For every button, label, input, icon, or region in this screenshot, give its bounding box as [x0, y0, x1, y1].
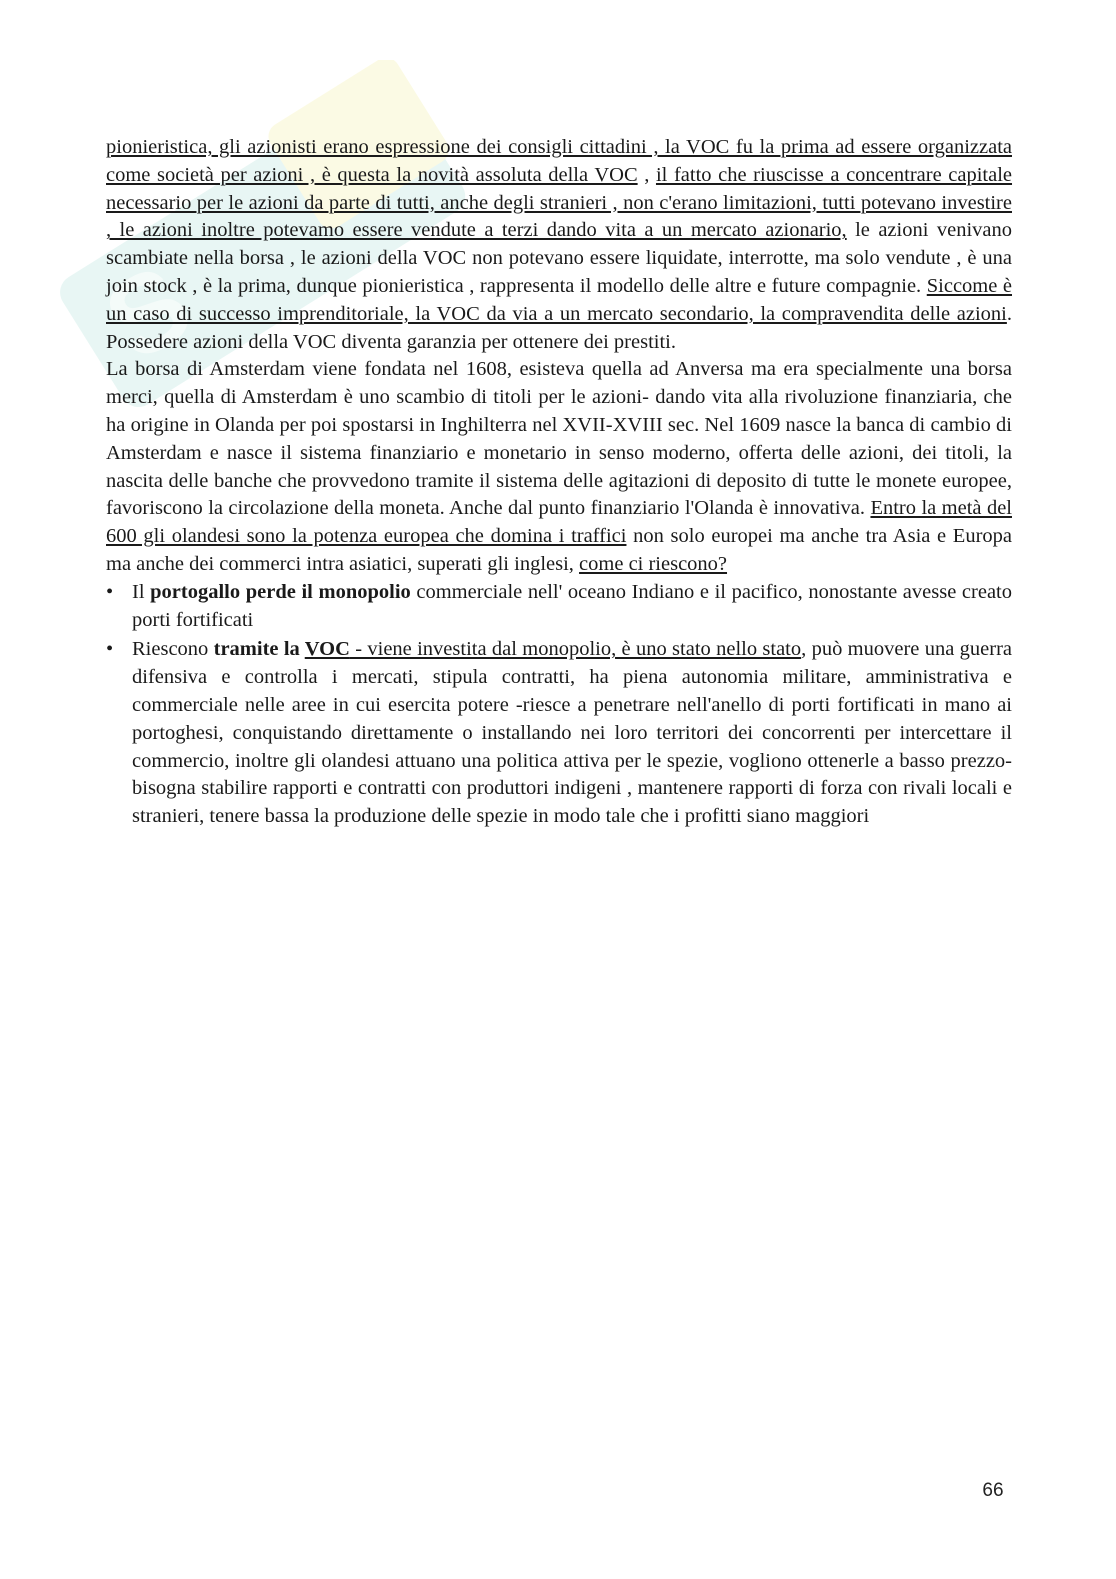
- paragraph-voc-shares: pionieristica, gli azionisti erano espressione dei consigli cittadini , la VOC fu la prima ad essere organizzata come società per azioni , è questa la novità assoluta della VOC , il fatto che riuscisse a concentrare capitale necessario per le azioni da parte di tutti, anche degli stranieri , non c'erano limitazioni, tutti potevano investire , le azioni inoltre potevamo essere vendute a terzi dando vita a un mercato azionario, le azioni venivano scambiate nella borsa , le azioni della VOC non potevano essere liquidate, interrotte, ma solo vendute , è una join stock , è la prima, dunque pionieristica , rappresenta il modello delle altre e future compagnie. Siccome è un caso di successo imprenditoriale, la VOC da via a un mercato secondario, la compravendita delle azioni. Possedere azioni della VOC diventa garanzia per ottenere dei prestiti.: [106, 136, 1013, 353]
- underlined-text: come ci riescono?: [579, 552, 728, 575]
- list-item: • Riescono tramite la VOC - viene investita dal monopolio, è uno stato nello stato, può muovere una guerra difensiva e controlla i mercati, stipula contratti, ha piena autonomia militare, amministrativa e commerciale nelle aree in cui esercita potere -riesce a penetrare nell'anello di porti fortificati in mano ai portoghesi, conquistando direttamente o installando nei loro territori dei concorrenti per intercettare il commercio, inoltre gli olandesi attuano una politica attiva per le spezie, vogliono ottenerle a basso prezzo- bisogna stabilire rapporti e contratti con produttori indigeni , mantenere rapporti di forza con rivali locali e stranieri, tenere bassa la produzione delle spezie in modo tale che i profitti siano maggiori: [106, 638, 1012, 828]
- underlined-text: Siccome è un caso di successo imprenditoriale, la VOC da via a un mercato secondario, la compravendita delle azioni: [106, 274, 1012, 325]
- document-body: [106, 134, 1012, 833]
- page-number: 66: [982, 1480, 1004, 1501]
- underlined-text: pionieristica, gli azionisti erano espressione dei consigli cittadini , la VOC fu la prima ad essere organizzata come società per azioni , è questa la novità assoluta della VOC: [106, 136, 1012, 186]
- underlined-text: Entro la metà del 600 gli olandesi sono la potenza europea che domina i traffici: [106, 497, 1012, 548]
- list-item: • Il portogallo perde il monopolio commerciale nell' oceano Indiano e il pacifico, nonostante avesse creato porti fortificati: [106, 580, 1012, 631]
- underlined-text: il fatto che riuscisse a concentrare capitale necessario per le azioni da parte di tutti, anche degli stranieri , non c'erano limitazioni, tutti potevano investire , le azioni inoltre potevamo essere vendute a terzi dando vita a un mercato azionario,: [106, 163, 1013, 242]
- paragraph-amsterdam-exchange: La borsa di Amsterdam viene fondata nel 1608, esisteva quella ad Anversa ma era specialmente una borsa merci, quella di Amsterdam è uno scambio di titoli per le azioni- dando vita alla rivoluzione finanziaria, che ha origine in Olanda per poi spostarsi in Inghilterra nel XVII-XVIII sec. Nel 1609 nasce la banca di cambio di Amsterdam e nasce il sistema finanziario e monetario in senso moderno, offerta delle azioni, dei titoli, la nascita delle banche che provvedono tramite il sistema delle agitazioni di deposito di tutte le monete europee, favoriscono la circolazione della moneta. Anche dal punto finanziario l'Olanda è innovativa. Entro la metà del 600 gli olandesi sono la potenza europea che domina i traffici non solo europei ma anche tra Asia e Europa ma anche dei commerci intra asiatici, superati gli inglesi, come ci riescono?: [106, 358, 1012, 575]
- svg-text:S: S: [84, 241, 212, 385]
- bullet-marker: •: [106, 638, 114, 661]
- bullet-list: [106, 579, 1012, 831]
- bullet-marker: •: [106, 580, 114, 603]
